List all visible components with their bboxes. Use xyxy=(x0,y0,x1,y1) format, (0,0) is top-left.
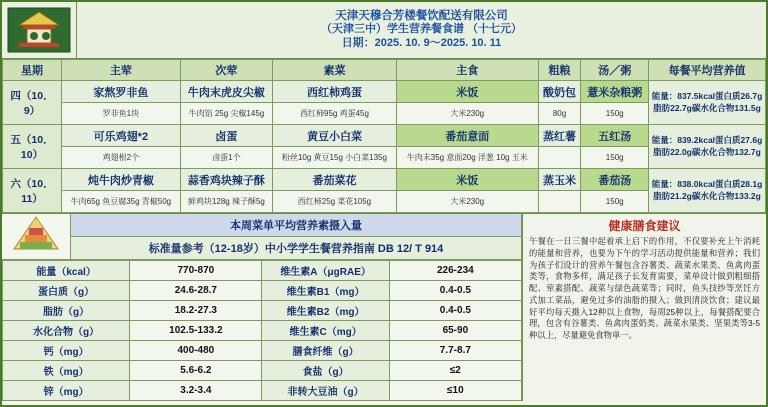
ingredient-staple: 大米230g xyxy=(396,103,538,125)
dish-soup: 五红汤 xyxy=(581,125,649,147)
company-title: 天津天穆合芳楼餐饮配送有限公司 xyxy=(335,10,508,23)
table-row xyxy=(3,361,522,381)
company-logo-icon xyxy=(2,2,77,58)
table-row xyxy=(3,169,766,191)
date-range: 日期：2025. 10. 9～2025. 10. 11 xyxy=(341,37,502,50)
nutrient-label: 脂肪（g） xyxy=(3,301,130,321)
ingredient-vegetable: 西红柿95g 鸡蛋45g xyxy=(273,103,397,125)
dish-vegetable: 番茄菜花 xyxy=(273,169,397,191)
advice-body: 午餐在一日三餐中起着承上启下的作用，不仅要补充上午消耗的能量和营养，也要为下午的学习活动提供能量和营养；我们为孩子们设计的营养午餐包含谷薯类、蔬菜水果类、鱼禽肉蛋类等，食物多样，满足孩子长发育需要，菜单设计做到粗细搭配、荤素搭配、蔬菜与绿色蔬菜等；同时，鱼头技纱等烹饪方式加工菜品，避免过多的油脂的摄入；做到清淡饮食；建议最好平均每天摄入12种以上食物，每周25种以上，每餐搭配要合理，包含有谷薯类、鱼禽肉蛋奶类、蔬菜水果类、坚果类等3-5种以上，尽量避免食物单一。 xyxy=(529,236,760,341)
health-advice-panel xyxy=(523,214,766,401)
document-header xyxy=(2,2,766,59)
dish-staple: 番茄意面 xyxy=(396,125,538,147)
nutrient-label: 食盐（g） xyxy=(262,361,389,381)
dish-main-meat: 炖牛肉炒青椒 xyxy=(62,169,181,191)
dish-coarse-grain: 蒸玉米 xyxy=(538,169,581,191)
col-secondary-meat: 次荤 xyxy=(180,60,272,81)
header-title-block xyxy=(77,2,766,58)
dish-secondary-meat: 卤蛋 xyxy=(180,125,272,147)
day-label: 四（10．9） xyxy=(3,81,62,125)
ingredient-staple: 大米230g xyxy=(396,191,538,213)
nutrient-value: 0.4-0.5 xyxy=(389,301,521,321)
menu-header-row xyxy=(3,60,766,81)
col-staple: 主食 xyxy=(396,60,538,81)
ingredient-coarse-grain: 80g xyxy=(538,103,581,125)
nutrient-value: 102.5-133.2 xyxy=(130,321,262,341)
table-row xyxy=(3,125,766,147)
table-row xyxy=(3,321,522,341)
nutrient-value: ≤2 xyxy=(389,361,521,381)
dish-soup: 番茄汤 xyxy=(581,169,649,191)
table-row xyxy=(3,381,522,401)
nutrition-summary: 能量：838.0kcal蛋白质28.1g脂肪21.2g碳水化合物133.2g xyxy=(649,169,766,213)
average-nutrition-panel xyxy=(2,214,523,401)
dish-secondary-meat: 蒜香鸡块辣子酥 xyxy=(180,169,272,191)
ingredient-soup: 150g xyxy=(581,191,649,213)
table-row xyxy=(3,341,522,361)
nutrient-label: 锌（mg） xyxy=(3,381,130,401)
nutrient-values-table xyxy=(2,260,522,401)
nutrition-summary: 能量：839.2kcal蛋白质27.6g脂肪22.0g碳水化合物132.7g xyxy=(649,125,766,169)
nutrient-label: 钙（mg） xyxy=(3,341,130,361)
nutrient-label: 维生素B2（mg） xyxy=(262,301,389,321)
col-coarse-grain: 粗粮 xyxy=(538,60,581,81)
ingredient-main-meat: 罗非鱼1块 xyxy=(62,103,181,125)
ingredient-secondary-meat: 牛肉馅 25g 尖椒145g xyxy=(180,103,272,125)
col-soup: 汤／粥 xyxy=(581,60,649,81)
nutrient-value: 0.4-0.5 xyxy=(389,281,521,301)
average-nutrition-table xyxy=(2,214,522,260)
nutrient-label: 铁（mg） xyxy=(3,361,130,381)
nutrient-value: 770-870 xyxy=(130,261,262,281)
col-vegetable: 素菜 xyxy=(273,60,397,81)
ingredient-secondary-meat: 鲜鸡块128g 辣子酥5g xyxy=(180,191,272,213)
day-label: 六（10．11） xyxy=(3,169,62,213)
dish-secondary-meat: 牛肉末虎皮尖椒 xyxy=(180,81,272,103)
dish-coarse-grain: 酸奶包 xyxy=(538,81,581,103)
nutrient-label: 维生素C（mg） xyxy=(262,321,389,341)
dish-main-meat: 家熬罗非鱼 xyxy=(62,81,181,103)
nutrient-label: 蛋白质（g） xyxy=(3,281,130,301)
nutrient-label: 非转大豆油（g） xyxy=(262,381,389,401)
table-row xyxy=(3,261,522,281)
col-main-meat: 主荤 xyxy=(62,60,181,81)
ingredient-staple: 牛肉末35g 意面20g 洋葱 10g 玉米 xyxy=(396,147,538,169)
dish-vegetable: 西红柿鸡蛋 xyxy=(273,81,397,103)
standard-reference: 标准量参考（12-18岁）中小学学生餐营养指南 DB 12/ T 914 xyxy=(71,236,522,259)
nutrient-label: 维生素A（μgRAE） xyxy=(262,261,389,281)
dish-main-meat: 可乐鸡翅*2 xyxy=(62,125,181,147)
nutrient-label: 维生素B1（mg） xyxy=(262,281,389,301)
nutrient-value: 3.2-3.4 xyxy=(130,381,262,401)
nutrient-value: ≤10 xyxy=(389,381,521,401)
nutrient-value: 400-480 xyxy=(130,341,262,361)
ingredient-coarse-grain xyxy=(538,191,581,213)
table-row xyxy=(3,81,766,103)
col-nutrition: 每餐平均营养值 xyxy=(649,60,766,81)
standard-title-row xyxy=(2,236,522,259)
ingredient-main-meat: 牛肉65g 鱼豆腐35g 青椒50g xyxy=(62,191,181,213)
dish-soup: 薏米杂粮粥 xyxy=(581,81,649,103)
ingredient-secondary-meat: 卤蛋1个 xyxy=(180,147,272,169)
col-day: 星期 xyxy=(3,60,62,81)
ingredient-coarse-grain xyxy=(538,147,581,169)
bottom-section xyxy=(2,213,766,401)
table-row xyxy=(3,301,522,321)
nutrient-value: 24.6-28.7 xyxy=(130,281,262,301)
ingredient-soup: 150g xyxy=(581,147,649,169)
average-title-row xyxy=(2,214,522,236)
nutrient-value: 18.2-27.3 xyxy=(130,301,262,321)
ingredient-vegetable: 粉丝10g 黄豆15g 小白菜135g xyxy=(273,147,397,169)
nutrient-value: 7.7-8.7 xyxy=(389,341,521,361)
nutrient-label: 水化合物（g） xyxy=(3,321,130,341)
nutrient-value: 5.6-6.2 xyxy=(130,361,262,381)
nutrient-label: 能量（kcal） xyxy=(3,261,130,281)
weekly-menu-table xyxy=(2,59,766,213)
advice-title: 健康膳食建议 xyxy=(608,219,681,233)
dish-staple: 米饭 xyxy=(396,81,538,103)
dish-staple: 米饭 xyxy=(396,169,538,191)
nutrient-label: 膳食纤维（g） xyxy=(262,341,389,361)
ingredient-main-meat: 鸡翅根2个 xyxy=(62,147,181,169)
school-subtitle: （天津三中）学生营养餐食谱 （十七元） xyxy=(320,23,523,36)
food-pyramid-icon xyxy=(2,214,71,260)
nutrient-value: 226-234 xyxy=(389,261,521,281)
day-label: 五（10．10） xyxy=(3,125,62,169)
average-title: 本周菜单平均营养素摄入量 xyxy=(71,214,522,236)
ingredient-vegetable: 西红柿25g 菜花105g xyxy=(273,191,397,213)
table-row xyxy=(3,281,522,301)
ingredient-soup: 150g xyxy=(581,103,649,125)
nutrition-summary: 能量：837.5kcal蛋白质26.7g脂肪22.7g碳水化合物131.5g xyxy=(649,81,766,125)
nutrient-value: 65-90 xyxy=(389,321,521,341)
dish-coarse-grain: 蒸红薯 xyxy=(538,125,581,147)
dish-vegetable: 黄豆小白菜 xyxy=(273,125,397,147)
